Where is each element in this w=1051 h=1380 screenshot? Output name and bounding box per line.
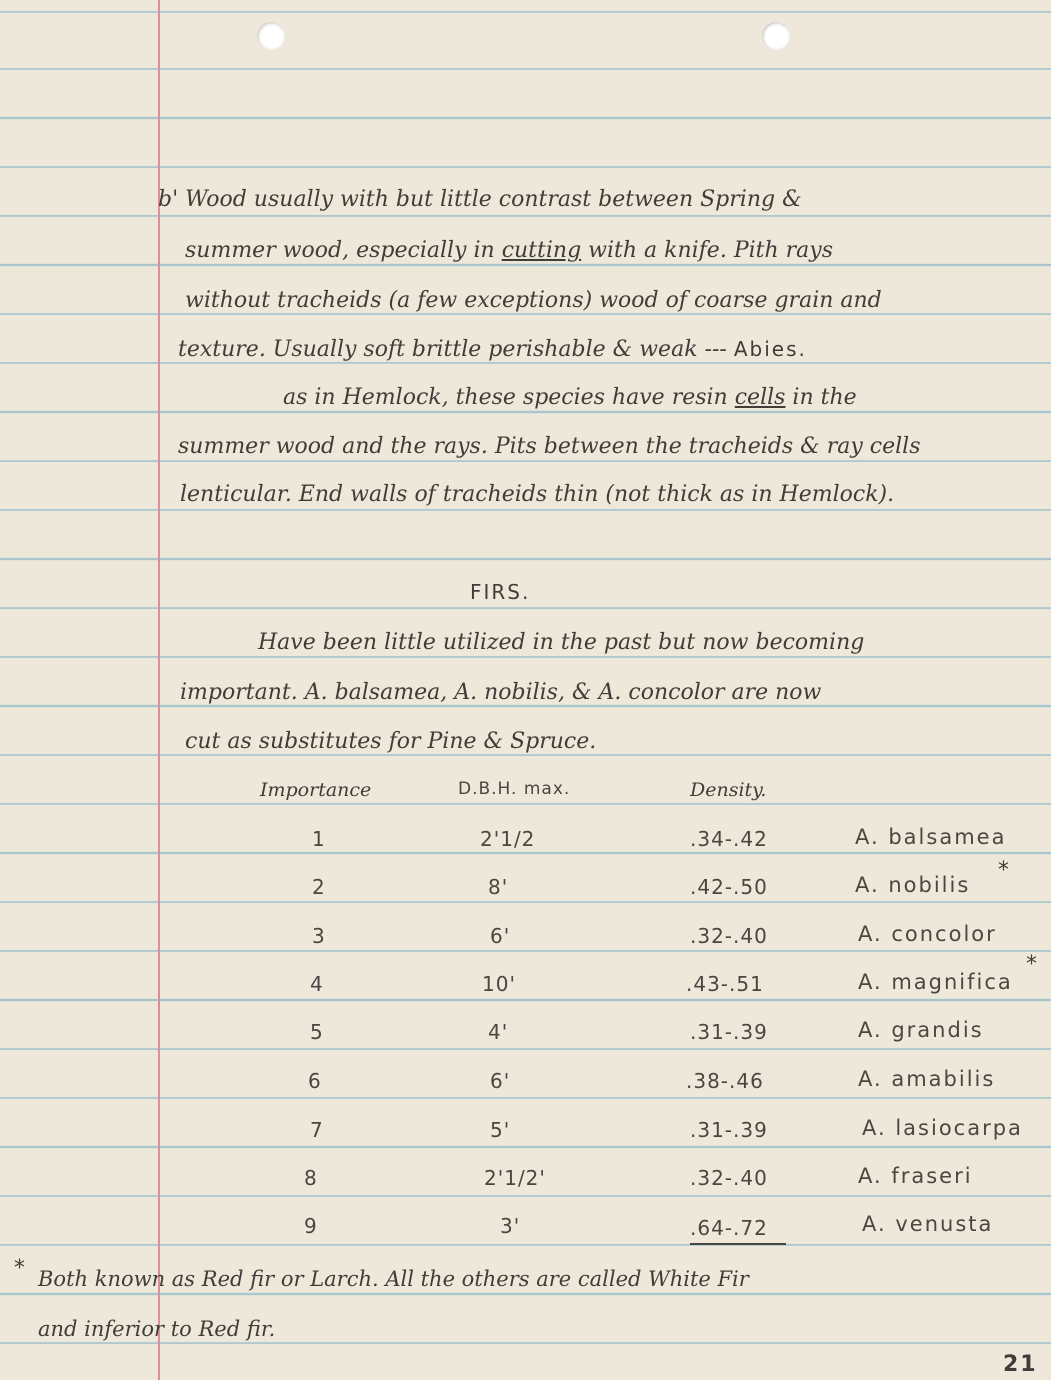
header-dbh: D.B.H. max. — [458, 779, 571, 799]
row-dbh: 8' — [488, 875, 509, 899]
paragraph2-line1-after: in the — [785, 385, 857, 410]
paragraph2-line1 — [283, 385, 857, 411]
row-dbh: 5' — [490, 1118, 511, 1142]
row-importance: 3 — [312, 924, 326, 948]
paragraph1-line2 — [185, 238, 833, 264]
punch-hole-left — [257, 22, 285, 50]
row-species: A. concolor — [858, 922, 997, 946]
row-species: A. balsamea — [855, 825, 1007, 849]
paragraph2-line3: lenticular. End walls of tracheids thin (not thick as in Hemlock). — [180, 482, 895, 507]
paragraph3-line3: cut as substitutes for Pine & Spruce. — [185, 729, 597, 754]
row-density: .42-.50 — [690, 875, 768, 899]
row-dbh: 6' — [490, 1069, 511, 1093]
row-importance: 5 — [310, 1020, 324, 1044]
row-density: .38-.46 — [686, 1069, 764, 1093]
row-species: A. lasiocarpa — [862, 1116, 1023, 1140]
asterisk-marker: * — [998, 858, 1009, 883]
row-dbh: 6' — [490, 924, 511, 948]
row-dbh: 2'1/2' — [484, 1166, 546, 1190]
paragraph1-line2-after: with a knife. Pith rays — [581, 238, 834, 263]
row-dbh: 10' — [482, 972, 516, 996]
paragraph3-line2: important. A. balsamea, A. nobilis, & A. concolor are now — [180, 680, 822, 705]
section-title: FIRS. — [470, 580, 531, 604]
row-importance: 1 — [312, 827, 326, 851]
row-species: A. fraseri — [858, 1164, 973, 1188]
row-importance: 6 — [308, 1069, 322, 1093]
paragraph3-line1: Have been little utilized in the past but now becoming — [258, 630, 865, 655]
page-number: 21 — [1003, 1352, 1038, 1377]
punch-hole-right — [762, 22, 790, 50]
row-species: A. venusta — [862, 1212, 994, 1236]
row-density: .34-.42 — [690, 827, 768, 851]
paragraph1-line4-text: texture. Usually soft brittle perishable & weak --- — [178, 337, 727, 362]
row-density: .31-.39 — [690, 1020, 768, 1044]
paragraph1-line3: without tracheids (a few exceptions) wood of coarse grain and — [185, 288, 882, 313]
paragraph2-line1-underlined: cells — [734, 385, 786, 410]
paragraph1-line2-before: summer wood, especially in — [185, 238, 502, 263]
asterisk-marker: * — [1026, 952, 1037, 977]
row-importance: 8 — [304, 1166, 318, 1190]
row-importance: 9 — [304, 1214, 318, 1238]
header-density: Density. — [690, 779, 767, 801]
row-density: .32-.40 — [690, 1166, 768, 1190]
row-species: A. amabilis — [858, 1067, 996, 1091]
paragraph1-line1: b' Wood usually with but little contrast between Spring & — [158, 187, 802, 212]
paragraph2-line1-before: as in Hemlock, these species have resin — [283, 385, 735, 410]
paragraph1-line2-underlined: cutting — [501, 238, 582, 263]
row-dbh: 4' — [488, 1020, 509, 1044]
row-importance: 2 — [312, 875, 326, 899]
density-underline — [690, 1243, 786, 1245]
footnote-line2: and inferior to Red fir. — [38, 1317, 276, 1341]
row-density: .32-.40 — [690, 924, 768, 948]
row-importance: 7 — [310, 1118, 324, 1142]
footnote-asterisk: * — [14, 1256, 25, 1281]
footnote-line1: Both known as Red fir or Larch. All the others are called White Fir — [38, 1267, 749, 1291]
paragraph1-line4 — [178, 336, 807, 363]
row-species: A. grandis — [858, 1018, 984, 1042]
row-density: .43-.51 — [686, 972, 764, 996]
row-species: A. magnifica — [858, 970, 1013, 994]
row-density: .64-.72 — [690, 1216, 768, 1240]
row-dbh: 3' — [500, 1214, 521, 1238]
row-importance: 4 — [310, 972, 324, 996]
row-species: A. nobilis — [855, 873, 971, 897]
paragraph1-line4-label: Abies. — [733, 337, 807, 361]
row-density: .31-.39 — [690, 1118, 768, 1142]
row-dbh: 2'1/2 — [480, 827, 536, 851]
header-importance: Importance — [260, 779, 372, 801]
paragraph2-line2: summer wood and the rays. Pits between the tracheids & ray cells — [178, 434, 921, 459]
